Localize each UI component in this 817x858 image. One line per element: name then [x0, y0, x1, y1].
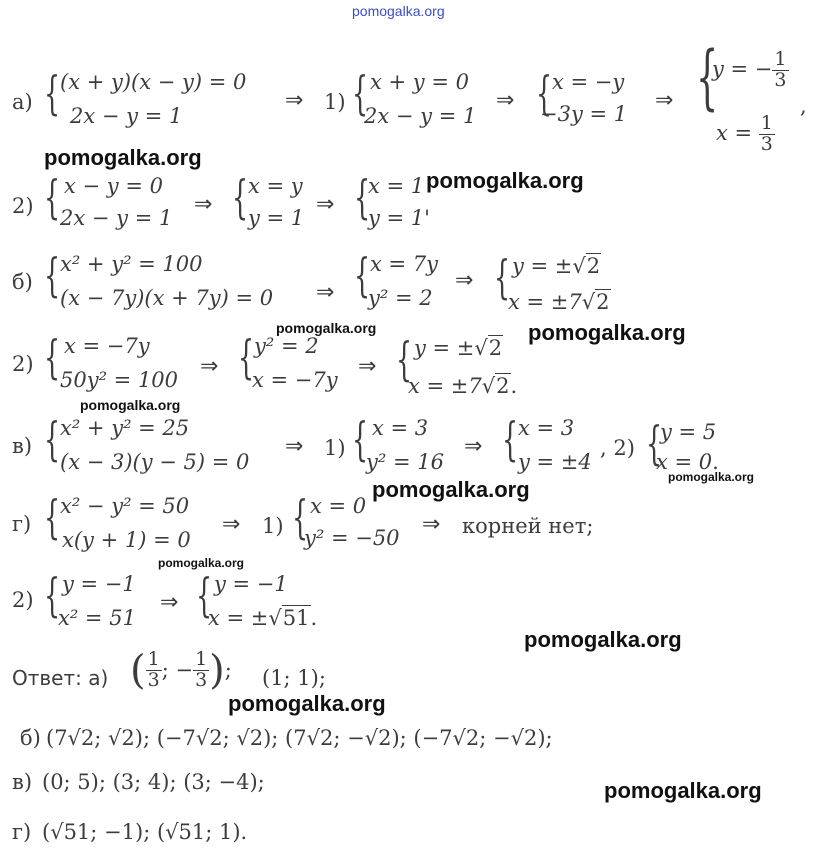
case-2: , 2): [600, 436, 635, 460]
g-sys3-row1: y = −1: [62, 572, 136, 596]
brace: {: [292, 490, 309, 544]
brace: {: [354, 248, 371, 302]
brace: {: [232, 170, 249, 224]
v-sys3-row2: y = ±4: [518, 450, 592, 474]
label-v: в): [12, 434, 33, 458]
brace: {: [44, 568, 61, 622]
answer-g: (√51; −1); (√51; 1).: [42, 820, 248, 844]
brace: {: [494, 250, 511, 304]
b-sys1-row1: x² + y² = 100: [60, 252, 203, 276]
watermark[interactable]: pomogalka.org: [426, 168, 584, 193]
watermark[interactable]: pomogalka.org: [80, 397, 181, 413]
b-sys3-row1: x = −7y: [64, 334, 150, 358]
a-result-y: y = − $\frac{1}{3}$: [712, 48, 787, 91]
brace: {: [352, 66, 369, 120]
brace: {: [696, 36, 719, 118]
implies-arrow: ⇒: [285, 434, 304, 459]
b-sys4-row1: y² = 2: [254, 334, 319, 358]
a-sys2-row1: x + y = 0: [370, 70, 469, 94]
brace: {: [502, 412, 519, 466]
v-sys4-row2: x = 0.: [656, 450, 719, 474]
b-sys2-row2: y² = 2: [368, 286, 433, 310]
brace: {: [396, 332, 413, 386]
label-g: г): [12, 512, 32, 536]
g-sys4-row2: x = ±√51.: [208, 606, 318, 630]
g-sys2-row2: y² = −50: [304, 526, 400, 550]
implies-arrow: ⇒: [194, 192, 213, 217]
implies-arrow: ⇒: [316, 192, 335, 217]
a-sys3-row1: x = −y: [552, 70, 625, 94]
a-sys5-row2: y = 1: [248, 206, 305, 230]
b-sys1-row2: (x − 7y)(x + 7y) = 0: [60, 286, 274, 310]
a-sys3-row2: −3y = 1: [540, 102, 628, 126]
case-1: 1): [262, 514, 284, 538]
watermark[interactable]: pomogalka.org: [372, 477, 530, 502]
answer-v: (0; 5); (3; 4); (3; −4);: [42, 770, 265, 794]
watermark[interactable]: pomogalka.org: [228, 691, 386, 716]
brace: {: [646, 416, 663, 470]
v-sys1-row1: x² + y² = 25: [60, 416, 190, 440]
no-roots-text: корней нет;: [462, 514, 594, 538]
brace: {: [44, 248, 61, 302]
v-sys2-row2: y² = 16: [366, 450, 444, 474]
a-sys1-row1: (x + y)(x − y) = 0: [60, 70, 247, 94]
answer-b: (7√2; √2); (−7√2; √2); (7√2; −√2); (−7√2; −√2);: [46, 726, 553, 750]
a-sys2-row2: 2x − y = 1: [364, 104, 477, 128]
answer-a-pair1: ( $\frac{1}{3}$ ; − $\frac{1}{3}$ );: [130, 647, 232, 694]
brace: {: [354, 170, 371, 224]
implies-arrow: ⇒: [200, 354, 219, 379]
g-sys1-row2: x(y + 1) = 0: [62, 528, 191, 552]
v-sys4-row1: y = 5: [660, 420, 717, 444]
implies-arrow: ⇒: [455, 268, 474, 293]
brace: {: [44, 412, 61, 466]
v-sys3-row1: x = 3: [518, 416, 575, 440]
v-sys2-row1: x = 3: [372, 416, 429, 440]
implies-arrow: ⇒: [222, 512, 241, 537]
brace: {: [536, 66, 553, 120]
g-sys4-row1: y = −1: [214, 572, 288, 596]
a-sys1-row2: 2x − y = 1: [70, 104, 183, 128]
implies-arrow: ⇒: [285, 88, 304, 113]
b-sys2-row1: x = 7y: [370, 252, 439, 276]
brace: {: [196, 568, 213, 622]
label-b: б): [12, 270, 33, 294]
case-1: 1): [324, 436, 346, 460]
v-sys1-row2: (x − 3)(y − 5) = 0: [60, 450, 250, 474]
implies-arrow: ⇒: [316, 280, 335, 305]
a-sys6-row1: x = 1: [368, 174, 425, 198]
case-2: 2): [12, 352, 34, 376]
a-sys6-row2: y = 1': [368, 206, 430, 230]
answer-a-pair2: (1; 1);: [262, 666, 326, 690]
implies-arrow: ⇒: [496, 88, 515, 113]
answer-v-label: в): [12, 770, 33, 794]
a-sys5-row1: x = y: [248, 174, 303, 198]
implies-arrow: ⇒: [655, 88, 674, 113]
answer-g-label: г): [12, 820, 32, 844]
watermark[interactable]: pomogalka.org: [528, 320, 686, 345]
brace: {: [44, 66, 61, 120]
case-1: 1): [324, 90, 346, 114]
implies-arrow: ⇒: [464, 434, 483, 459]
watermark[interactable]: pomogalka.org: [524, 627, 682, 652]
watermark[interactable]: pomogalka.org: [44, 145, 202, 170]
watermark[interactable]: pomogalka.org: [604, 778, 762, 803]
watermark[interactable]: pomogalka.org: [158, 556, 245, 570]
answer-b-label: б): [20, 726, 41, 750]
brace: {: [238, 330, 255, 384]
a-result-x: x = $\frac{1}{3}$: [716, 112, 773, 155]
case-2: 2): [12, 194, 34, 218]
comma: ,: [800, 94, 807, 118]
brace: {: [44, 490, 61, 544]
brace: {: [352, 412, 369, 466]
implies-arrow: ⇒: [358, 354, 377, 379]
implies-arrow: ⇒: [160, 590, 179, 615]
watermark[interactable]: pomogalka.org: [668, 470, 755, 484]
b-result1-x: x = ±7√2: [508, 290, 610, 314]
a-sys4-row1: x − y = 0: [64, 174, 163, 198]
b-result2-y: y = ±√2: [414, 336, 503, 360]
watermark[interactable]: pomogalka.org: [276, 320, 377, 336]
g-sys3-row2: x² = 51: [58, 606, 136, 630]
watermark-top[interactable]: pomogalka.org: [352, 3, 445, 19]
implies-arrow: ⇒: [422, 512, 441, 537]
a-sys4-row2: 2x − y = 1: [60, 206, 173, 230]
label-a: а): [12, 90, 33, 114]
b-result1-y: y = ±√2: [512, 254, 601, 278]
b-sys3-row2: 50y² = 100: [60, 368, 179, 392]
case-2: 2): [12, 588, 34, 612]
b-sys4-row2: x = −7y: [252, 368, 338, 392]
brace: {: [44, 170, 61, 224]
g-sys2-row1: x = 0: [310, 494, 367, 518]
g-sys1-row1: x² − y² = 50: [60, 494, 190, 518]
b-result2-x: x = ±7√2.: [408, 374, 518, 398]
answer-label: Ответ: а): [12, 666, 109, 690]
brace: {: [44, 330, 61, 384]
